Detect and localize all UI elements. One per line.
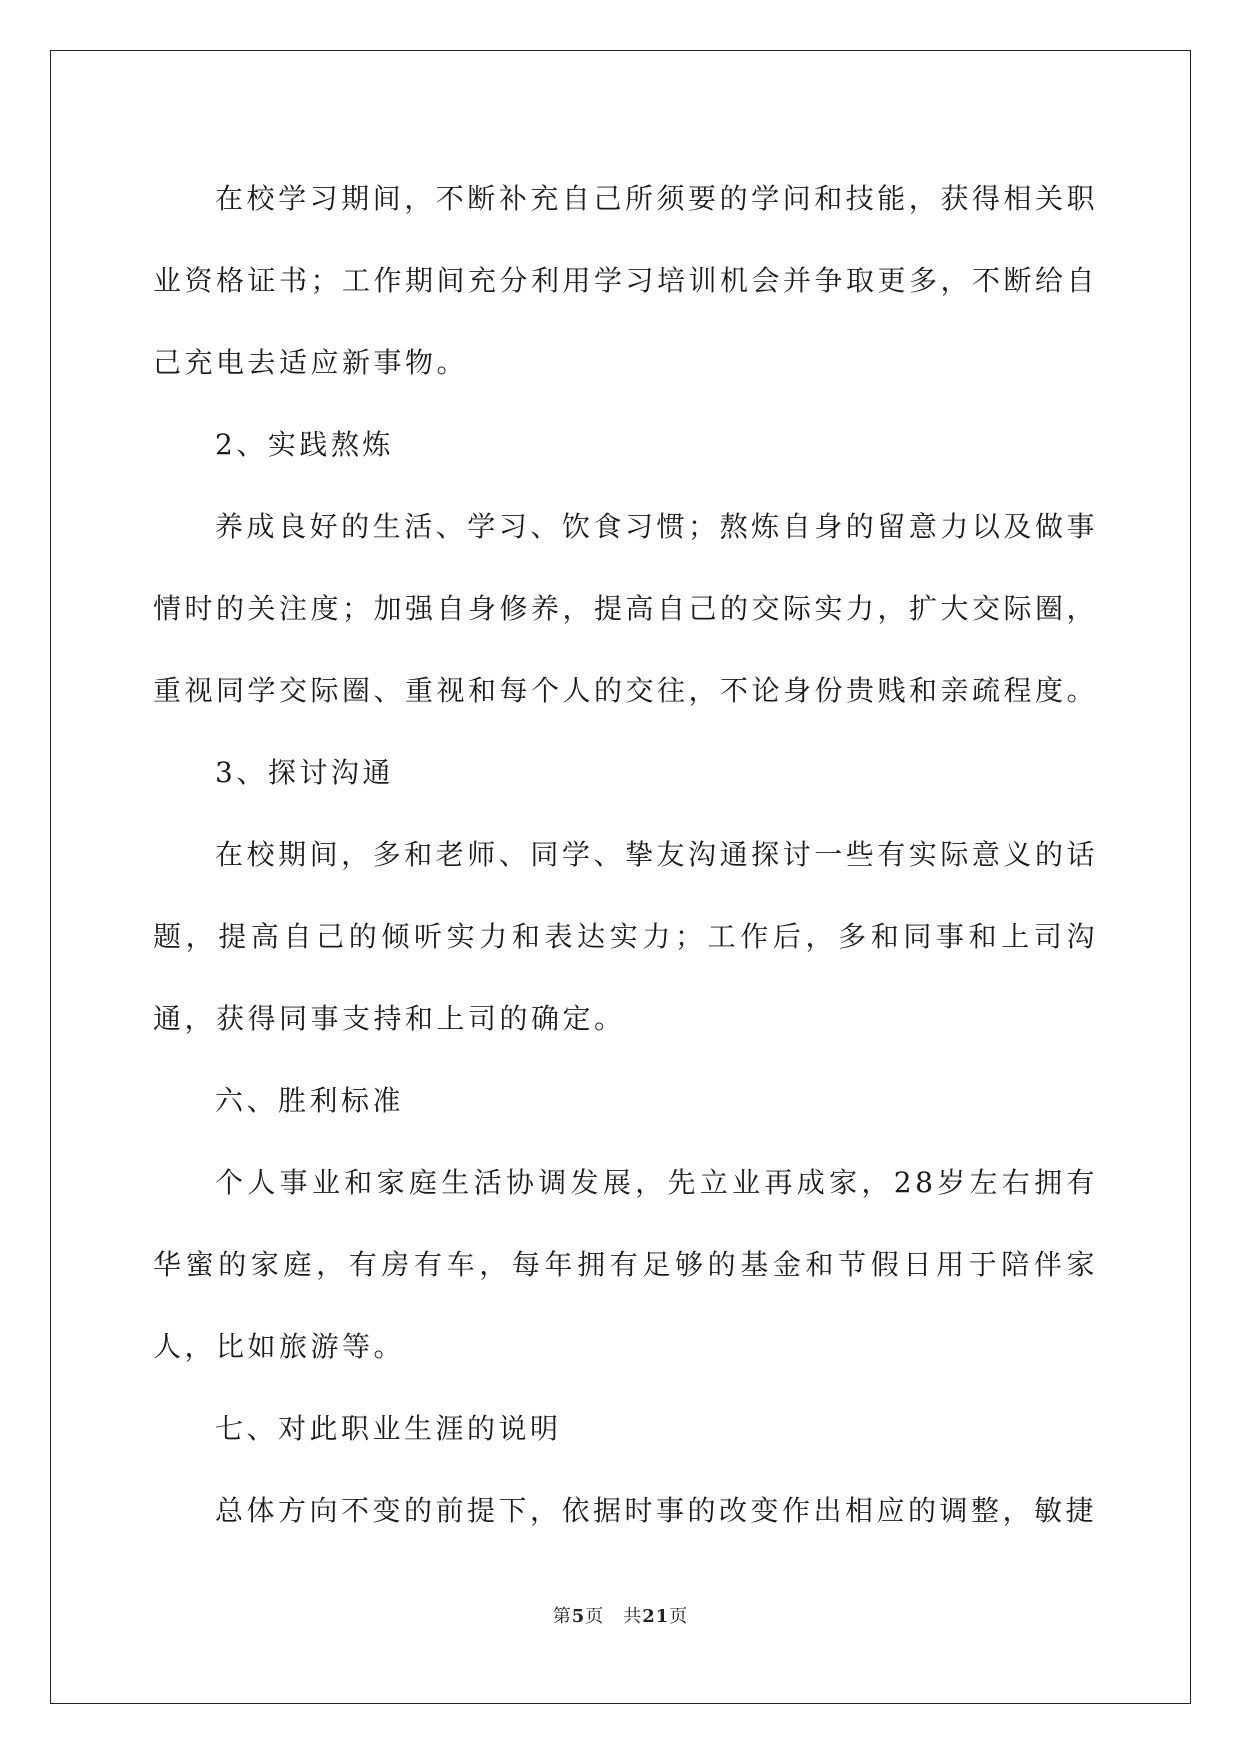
page-footer	[0, 1605, 1241, 1629]
paragraph-success-criteria: 个人事业和家庭生活协调发展，先立业再成家，28岁左右拥有华蜜的家庭，有房有车，每年拥有足够的基金和节假日用于陪伴家人，比如旅游等。	[153, 1166, 1098, 1363]
footer-middle: 页 共	[585, 1606, 643, 1627]
paragraph-communication: 在校期间，多和老师、同学、挚友沟通探讨一些有实际意义的话题，提高自己的倾听实力和表达实力；工作后，多和同事和上司沟通，获得同事支持和上司的确定。	[153, 838, 1098, 1035]
paragraph-self-study: 在校学习期间，不断补充自己所须要的学问和技能，获得相关职业资格证书；工作期间充分利用学习培训机会并争取更多，不断给自己充电去适应新事物。	[153, 182, 1099, 379]
footer-suffix: 页	[669, 1606, 689, 1627]
footer-total-pages: 21	[642, 1606, 670, 1627]
section-heading-career-notes: 七、对此职业生涯的说明	[215, 1412, 562, 1445]
paragraph-career-notes: 总体方向不变的前提下，依据时事的改变作出相应的调整，敏捷	[215, 1494, 1098, 1527]
document-body	[153, 158, 1098, 1552]
footer-prefix: 第	[552, 1606, 572, 1627]
section-heading-practice: 2、实践熬炼	[215, 428, 394, 461]
section-heading-communication: 3、探讨沟通	[215, 756, 394, 789]
paragraph-practice: 养成良好的生活、学习、饮食习惯；熬炼自身的留意力以及做事情时的关注度；加强自身修养，提高自己的交际实力，扩大交际圈，重视同学交际圈、重视和每个人的交往，不论身份贵贱和亲疏程度。	[153, 510, 1099, 707]
footer-current-page: 5	[571, 1606, 586, 1627]
section-heading-success-criteria: 六、胜利标准	[215, 1084, 405, 1117]
